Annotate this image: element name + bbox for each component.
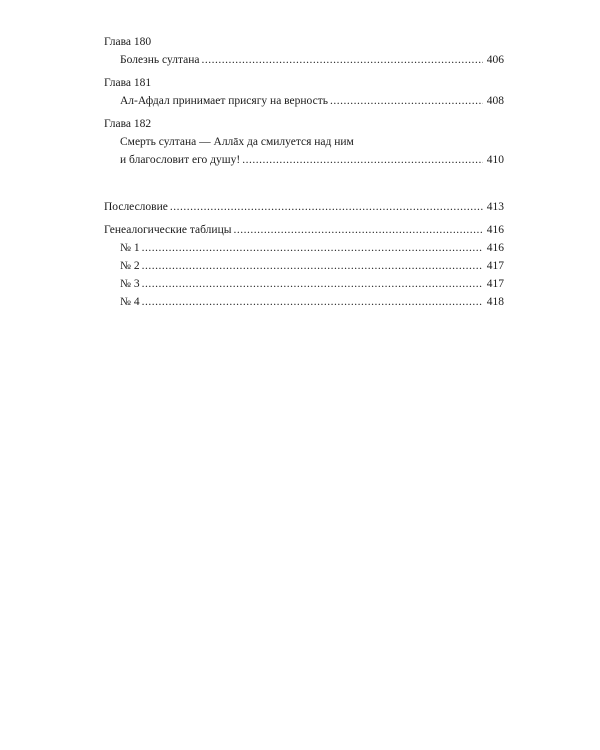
page-number: 413 bbox=[486, 201, 504, 213]
entry-title: № 3 bbox=[120, 278, 140, 290]
leader-dots bbox=[142, 275, 483, 293]
chapter-181 bbox=[104, 74, 504, 110]
entry-title: № 4 bbox=[120, 296, 140, 308]
leader-dots bbox=[242, 151, 483, 169]
toc-entry bbox=[104, 51, 504, 69]
entry-title: Ал-Афдал принимает присягу на верность bbox=[120, 95, 328, 107]
toc-entry bbox=[104, 151, 504, 169]
chapter-label: Глава 181 bbox=[104, 77, 152, 89]
toc-entry bbox=[104, 92, 504, 110]
chapter-182 bbox=[104, 115, 504, 169]
entry-title: Послесловие bbox=[104, 201, 168, 213]
toc-subentry bbox=[104, 239, 504, 257]
leader-dots bbox=[142, 293, 483, 311]
page-number: 416 bbox=[486, 242, 504, 254]
page-number: 417 bbox=[486, 278, 504, 290]
leader-dots bbox=[233, 221, 483, 239]
page-number: 410 bbox=[486, 154, 504, 166]
page-number: 408 bbox=[486, 95, 504, 107]
entry-title: № 2 bbox=[120, 260, 140, 272]
entry-title: № 1 bbox=[120, 242, 140, 254]
chapter-label: Глава 182 bbox=[104, 118, 152, 130]
toc-entry-genealogy bbox=[104, 221, 504, 239]
toc-subentry bbox=[104, 293, 504, 311]
table-of-contents bbox=[104, 33, 504, 311]
toc-subentry bbox=[104, 257, 504, 275]
entry-title: Болезнь султана bbox=[120, 54, 200, 66]
leader-dots bbox=[170, 198, 483, 216]
leader-dots bbox=[330, 92, 483, 110]
chapter-label: Глава 180 bbox=[104, 36, 152, 48]
toc-subentry bbox=[104, 275, 504, 293]
page-number: 406 bbox=[486, 54, 504, 66]
leader-dots bbox=[142, 257, 483, 275]
page-number: 416 bbox=[486, 224, 504, 236]
section-spacer bbox=[104, 174, 504, 198]
toc-entry-afterword bbox=[104, 198, 504, 216]
page-number: 417 bbox=[486, 260, 504, 272]
entry-title: и благословит его душу! bbox=[120, 154, 241, 166]
chapter-180 bbox=[104, 33, 504, 69]
leader-dots bbox=[201, 51, 483, 69]
leader-dots bbox=[142, 239, 483, 257]
page-number: 418 bbox=[486, 296, 504, 308]
entry-title: Генеалогические таблицы bbox=[104, 224, 232, 236]
entry-title-line: Смерть султана — Аллāх да смилуется над ним bbox=[120, 136, 354, 148]
